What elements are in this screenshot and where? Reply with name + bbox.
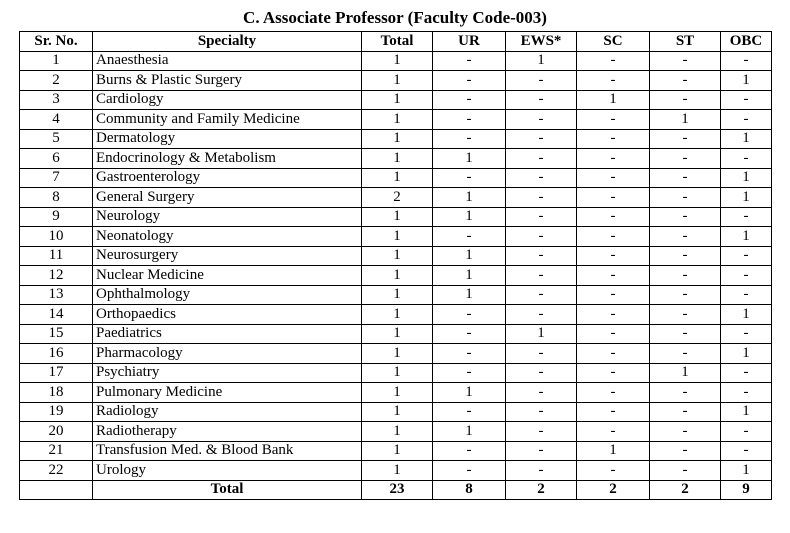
- cell-specialty: Urology: [93, 461, 362, 481]
- cell-ews: -: [506, 422, 577, 442]
- faculty-table: [19, 31, 772, 500]
- cell-specialty: Transfusion Med. & Blood Bank: [93, 441, 362, 461]
- cell-st: -: [650, 344, 721, 364]
- table-row: [20, 168, 772, 188]
- cell-sc: -: [577, 402, 650, 422]
- table-row: [20, 461, 772, 481]
- cell-sr-no: 6: [20, 149, 93, 169]
- cell-specialty: Dermatology: [93, 129, 362, 149]
- cell-sc: -: [577, 461, 650, 481]
- table-row: [20, 383, 772, 403]
- table-row: [20, 110, 772, 130]
- cell-obc: -: [721, 363, 772, 383]
- cell-total: 1: [362, 363, 433, 383]
- cell-sr-no: 18: [20, 383, 93, 403]
- cell-specialty: Neurosurgery: [93, 246, 362, 266]
- cell-sr-no: 21: [20, 441, 93, 461]
- cell-ur: 1: [433, 285, 506, 305]
- cell-total: 1: [362, 461, 433, 481]
- cell-ur: -: [433, 344, 506, 364]
- cell-sr-no: 12: [20, 266, 93, 286]
- cell-ews: -: [506, 71, 577, 91]
- cell-sr-no: 11: [20, 246, 93, 266]
- cell-total: 1: [362, 129, 433, 149]
- cell-specialty: Community and Family Medicine: [93, 110, 362, 130]
- cell-st: -: [650, 129, 721, 149]
- table-row: [20, 363, 772, 383]
- cell-sc: -: [577, 188, 650, 208]
- header-obc: OBC: [721, 32, 772, 52]
- cell-ews: -: [506, 129, 577, 149]
- cell-obc: 1: [721, 129, 772, 149]
- total-row-label: Total: [93, 480, 362, 500]
- cell-obc: -: [721, 110, 772, 130]
- cell-ur: -: [433, 90, 506, 110]
- page-title: C. Associate Professor (Faculty Code-003): [243, 8, 547, 27]
- cell-sr-no: 3: [20, 90, 93, 110]
- cell-total: 1: [362, 266, 433, 286]
- cell-st: 1: [650, 363, 721, 383]
- cell-obc: 1: [721, 227, 772, 247]
- cell-ews: -: [506, 246, 577, 266]
- cell-sc: 1: [577, 90, 650, 110]
- cell-sr-no: 19: [20, 402, 93, 422]
- cell-sc: -: [577, 305, 650, 325]
- table-row: [20, 188, 772, 208]
- cell-obc: -: [721, 266, 772, 286]
- cell-obc: 1: [721, 305, 772, 325]
- cell-sr-no: 13: [20, 285, 93, 305]
- cell-ews: -: [506, 441, 577, 461]
- cell-specialty: Gastroenterology: [93, 168, 362, 188]
- cell-total: 1: [362, 149, 433, 169]
- table-row: [20, 90, 772, 110]
- cell-ur: -: [433, 324, 506, 344]
- cell-st: -: [650, 227, 721, 247]
- cell-sr-no: 15: [20, 324, 93, 344]
- cell-specialty: Pulmonary Medicine: [93, 383, 362, 403]
- table-body: [20, 51, 772, 480]
- cell-sr-no: 7: [20, 168, 93, 188]
- table-row: [20, 402, 772, 422]
- cell-sr-no: 2: [20, 71, 93, 91]
- cell-st: -: [650, 266, 721, 286]
- cell-specialty: Radiology: [93, 402, 362, 422]
- cell-sc: -: [577, 149, 650, 169]
- cell-obc: 1: [721, 344, 772, 364]
- table-row: [20, 149, 772, 169]
- table-row: [20, 422, 772, 442]
- cell-ur: 1: [433, 188, 506, 208]
- cell-specialty: Anaesthesia: [93, 51, 362, 71]
- cell-total: 1: [362, 246, 433, 266]
- total-row: [20, 480, 772, 500]
- total-row-ur: 8: [433, 480, 506, 500]
- cell-sc: -: [577, 207, 650, 227]
- cell-ur: -: [433, 168, 506, 188]
- cell-sr-no: 1: [20, 51, 93, 71]
- cell-ur: 1: [433, 149, 506, 169]
- cell-ur: 1: [433, 383, 506, 403]
- header-specialty: Specialty: [93, 32, 362, 52]
- cell-ur: -: [433, 441, 506, 461]
- cell-obc: -: [721, 207, 772, 227]
- cell-st: -: [650, 422, 721, 442]
- cell-specialty: Neurology: [93, 207, 362, 227]
- cell-sc: -: [577, 71, 650, 91]
- header-total: Total: [362, 32, 433, 52]
- cell-ur: -: [433, 227, 506, 247]
- cell-obc: -: [721, 246, 772, 266]
- cell-obc: -: [721, 149, 772, 169]
- cell-specialty: Cardiology: [93, 90, 362, 110]
- cell-specialty: Neonatology: [93, 227, 362, 247]
- cell-st: -: [650, 71, 721, 91]
- cell-st: -: [650, 461, 721, 481]
- table-row: [20, 246, 772, 266]
- cell-ews: -: [506, 344, 577, 364]
- cell-sc: -: [577, 285, 650, 305]
- cell-ur: -: [433, 363, 506, 383]
- cell-st: -: [650, 402, 721, 422]
- total-row-obc: 9: [721, 480, 772, 500]
- cell-sr-no: 17: [20, 363, 93, 383]
- cell-sr-no: 8: [20, 188, 93, 208]
- cell-specialty: Burns & Plastic Surgery: [93, 71, 362, 91]
- cell-specialty: Nuclear Medicine: [93, 266, 362, 286]
- table-row: [20, 227, 772, 247]
- cell-sr-no: 9: [20, 207, 93, 227]
- cell-specialty: General Surgery: [93, 188, 362, 208]
- cell-ews: -: [506, 266, 577, 286]
- cell-specialty: Orthopaedics: [93, 305, 362, 325]
- cell-sc: -: [577, 110, 650, 130]
- cell-total: 1: [362, 207, 433, 227]
- cell-obc: 1: [721, 402, 772, 422]
- cell-sc: -: [577, 363, 650, 383]
- header-sc: SC: [577, 32, 650, 52]
- cell-ur: -: [433, 461, 506, 481]
- cell-st: -: [650, 168, 721, 188]
- cell-total: 1: [362, 71, 433, 91]
- table-row: [20, 266, 772, 286]
- cell-st: -: [650, 188, 721, 208]
- cell-total: 1: [362, 441, 433, 461]
- cell-sc: -: [577, 246, 650, 266]
- cell-specialty: Paediatrics: [93, 324, 362, 344]
- cell-ur: 1: [433, 207, 506, 227]
- cell-obc: -: [721, 422, 772, 442]
- cell-sc: -: [577, 227, 650, 247]
- cell-st: -: [650, 246, 721, 266]
- cell-ews: -: [506, 149, 577, 169]
- cell-ur: -: [433, 305, 506, 325]
- cell-total: 1: [362, 324, 433, 344]
- cell-ews: -: [506, 227, 577, 247]
- cell-sr-no: 10: [20, 227, 93, 247]
- cell-obc: -: [721, 324, 772, 344]
- cell-specialty: Endocrinology & Metabolism: [93, 149, 362, 169]
- cell-total: 1: [362, 227, 433, 247]
- cell-ur: -: [433, 51, 506, 71]
- table-row: [20, 129, 772, 149]
- cell-total: 1: [362, 383, 433, 403]
- cell-total: 1: [362, 51, 433, 71]
- cell-specialty: Psychiatry: [93, 363, 362, 383]
- cell-ews: -: [506, 402, 577, 422]
- cell-st: -: [650, 207, 721, 227]
- cell-total: 1: [362, 90, 433, 110]
- cell-sc: 1: [577, 441, 650, 461]
- cell-specialty: Ophthalmology: [93, 285, 362, 305]
- cell-total: 1: [362, 344, 433, 364]
- cell-sc: -: [577, 344, 650, 364]
- cell-total: 1: [362, 402, 433, 422]
- cell-ews: -: [506, 363, 577, 383]
- cell-ews: -: [506, 461, 577, 481]
- cell-sc: -: [577, 383, 650, 403]
- cell-ur: -: [433, 110, 506, 130]
- cell-ur: -: [433, 402, 506, 422]
- header-st: ST: [650, 32, 721, 52]
- cell-sr-no: 16: [20, 344, 93, 364]
- cell-ews: -: [506, 285, 577, 305]
- header-ews: EWS*: [506, 32, 577, 52]
- cell-ur: 1: [433, 246, 506, 266]
- cell-total: 2: [362, 188, 433, 208]
- cell-obc: 1: [721, 168, 772, 188]
- table-row: [20, 305, 772, 325]
- cell-ews: 1: [506, 324, 577, 344]
- cell-ews: -: [506, 168, 577, 188]
- cell-sc: -: [577, 51, 650, 71]
- total-row-sc: 2: [577, 480, 650, 500]
- cell-sc: -: [577, 266, 650, 286]
- table-row: [20, 344, 772, 364]
- cell-obc: 1: [721, 188, 772, 208]
- cell-sr-no: 22: [20, 461, 93, 481]
- cell-obc: -: [721, 441, 772, 461]
- cell-specialty: Pharmacology: [93, 344, 362, 364]
- cell-obc: -: [721, 90, 772, 110]
- cell-sc: -: [577, 168, 650, 188]
- cell-st: -: [650, 383, 721, 403]
- cell-st: -: [650, 441, 721, 461]
- cell-ur: -: [433, 129, 506, 149]
- total-row-ews: 2: [506, 480, 577, 500]
- cell-ews: -: [506, 305, 577, 325]
- cell-ews: -: [506, 207, 577, 227]
- cell-specialty: Radiotherapy: [93, 422, 362, 442]
- cell-total: 1: [362, 285, 433, 305]
- cell-st: -: [650, 305, 721, 325]
- cell-st: -: [650, 324, 721, 344]
- total-row-blank: [20, 480, 93, 500]
- cell-st: -: [650, 149, 721, 169]
- cell-ews: -: [506, 90, 577, 110]
- table-row: [20, 441, 772, 461]
- header-sr-no: Sr. No.: [20, 32, 93, 52]
- cell-sc: -: [577, 129, 650, 149]
- cell-sr-no: 5: [20, 129, 93, 149]
- cell-ur: 1: [433, 266, 506, 286]
- cell-obc: -: [721, 285, 772, 305]
- cell-total: 1: [362, 305, 433, 325]
- header-ur: UR: [433, 32, 506, 52]
- cell-sc: -: [577, 324, 650, 344]
- table-row: [20, 285, 772, 305]
- table-row: [20, 71, 772, 91]
- cell-ews: 1: [506, 51, 577, 71]
- table-row: [20, 324, 772, 344]
- total-row-st: 2: [650, 480, 721, 500]
- cell-st: -: [650, 51, 721, 71]
- cell-sr-no: 4: [20, 110, 93, 130]
- cell-total: 1: [362, 422, 433, 442]
- cell-obc: 1: [721, 461, 772, 481]
- cell-sr-no: 14: [20, 305, 93, 325]
- table-row: [20, 51, 772, 71]
- cell-st: -: [650, 285, 721, 305]
- cell-ur: 1: [433, 422, 506, 442]
- table-row: [20, 207, 772, 227]
- cell-total: 1: [362, 168, 433, 188]
- cell-ur: -: [433, 71, 506, 91]
- cell-sc: -: [577, 422, 650, 442]
- total-row-total: 23: [362, 480, 433, 500]
- cell-obc: -: [721, 383, 772, 403]
- cell-st: -: [650, 90, 721, 110]
- cell-sr-no: 20: [20, 422, 93, 442]
- cell-ews: -: [506, 383, 577, 403]
- cell-ews: -: [506, 110, 577, 130]
- cell-st: 1: [650, 110, 721, 130]
- cell-ews: -: [506, 188, 577, 208]
- cell-obc: -: [721, 51, 772, 71]
- header-row: [20, 32, 772, 52]
- cell-obc: 1: [721, 71, 772, 91]
- cell-total: 1: [362, 110, 433, 130]
